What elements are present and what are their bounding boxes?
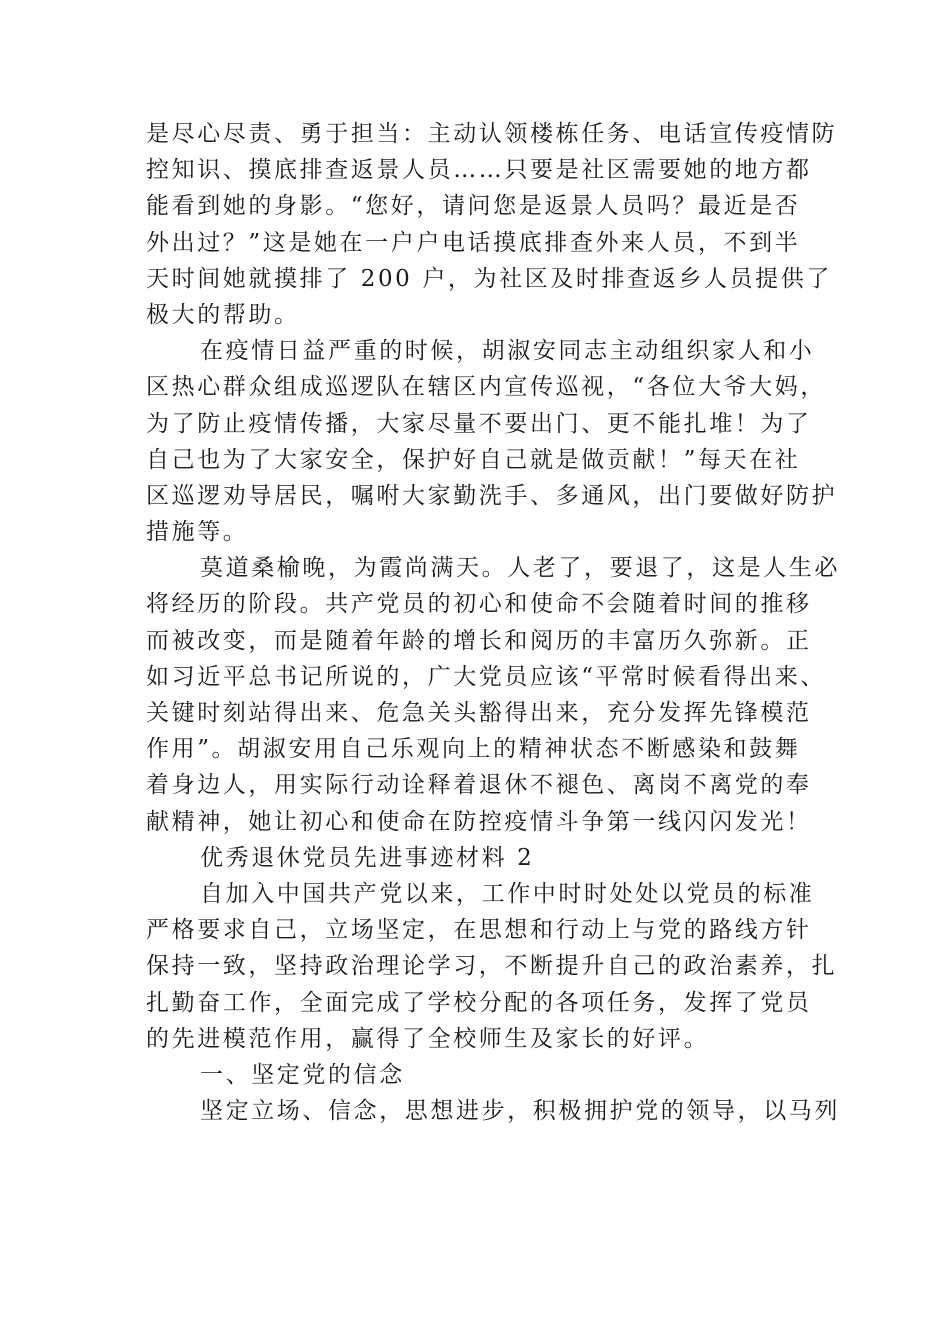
text-line: 为了防止疫情传播，大家尽量不要出门、更不能扎堆！为了 <box>146 410 812 437</box>
text-line: 在疫情日益严重的时候，胡淑安同志主动组织家人和小 <box>200 338 815 365</box>
text-line: 能看到她的身影。“您好，请问您是返景人员吗？最近是否 <box>146 193 801 220</box>
text-line: 外出过？”这是她在一户户电话摸底排查外来人员，不到半 <box>146 229 801 256</box>
text-line: 控知识、摸底排查返景人员……只要是社区需要她的地方都 <box>146 157 812 184</box>
text-line: 区热心群众组成巡逻队在辖区内宣传巡视，“各位大爷大妈， <box>146 374 826 401</box>
text-line: 如习近平总书记所说的，广大党员应该“平常时候看得出来、 <box>146 663 826 690</box>
text-line: 扎勤奋工作，全面完成了学校分配的各项任务，发挥了党员 <box>146 989 812 1016</box>
document-page <box>146 116 840 1129</box>
subsection-heading: 一、坚定党的信念 <box>200 1061 405 1088</box>
text-line: 莫道桑榆晚，为霞尚满天。人老了，要退了，这是人生必 <box>200 555 840 582</box>
text-line: 极大的帮助。 <box>146 301 300 328</box>
text-line: 着身边人，用实际行动诠释着退休不褪色、离岗不离党的奉 <box>146 772 812 799</box>
text-line: 自加入中国共产党以来，工作中时时处处以党员的标准 <box>200 880 815 907</box>
text-line: 自己也为了大家安全，保护好自己就是做贡献！”每天在社 <box>146 446 801 473</box>
text-line: 将经历的阶段。共产党员的初心和使命不会随着时间的推移 <box>146 591 812 618</box>
text-line: 区巡逻劝导居民，嘱咐大家勤洗手、多通风，出门要做好防护 <box>146 482 838 509</box>
text-line: 献精神，她让初心和使命在防控疫情斗争第一线闪闪发光！ <box>146 808 812 835</box>
text-line: 而被改变，而是随着年龄的增长和阅历的丰富历久弥新。正 <box>146 627 812 654</box>
text-line: 措施等。 <box>146 519 249 546</box>
text-line: 是尽心尽责、勇于担当：主动认领楼栋任务、电话宣传疫情防 <box>146 121 838 147</box>
text-line: 保持一致，坚持政治理论学习，不断提升自己的政治素养，扎 <box>146 953 838 980</box>
section-heading: 优秀退休党员先进事迹材料 2 <box>200 844 535 871</box>
text-line: 作用”。胡淑安用自己乐观向上的精神状态不断感染和鼓舞 <box>146 736 801 763</box>
text-line: 坚定立场、信念，思想进步，积极拥护党的领导，以马列 <box>200 1098 840 1125</box>
text-line: 严格要求自己，立场坚定，在思想和行动上与党的路线方针 <box>146 917 812 944</box>
text-line: 天时间她就摸排了 200 户，为社区及时排查返乡人员提供了 <box>146 265 832 292</box>
text-line: 关键时刻站得出来、危急关头豁得出来，充分发挥先锋模范 <box>146 700 812 726</box>
text-line: 的先进模范作用，赢得了全校师生及家长的好评。 <box>146 1025 710 1052</box>
